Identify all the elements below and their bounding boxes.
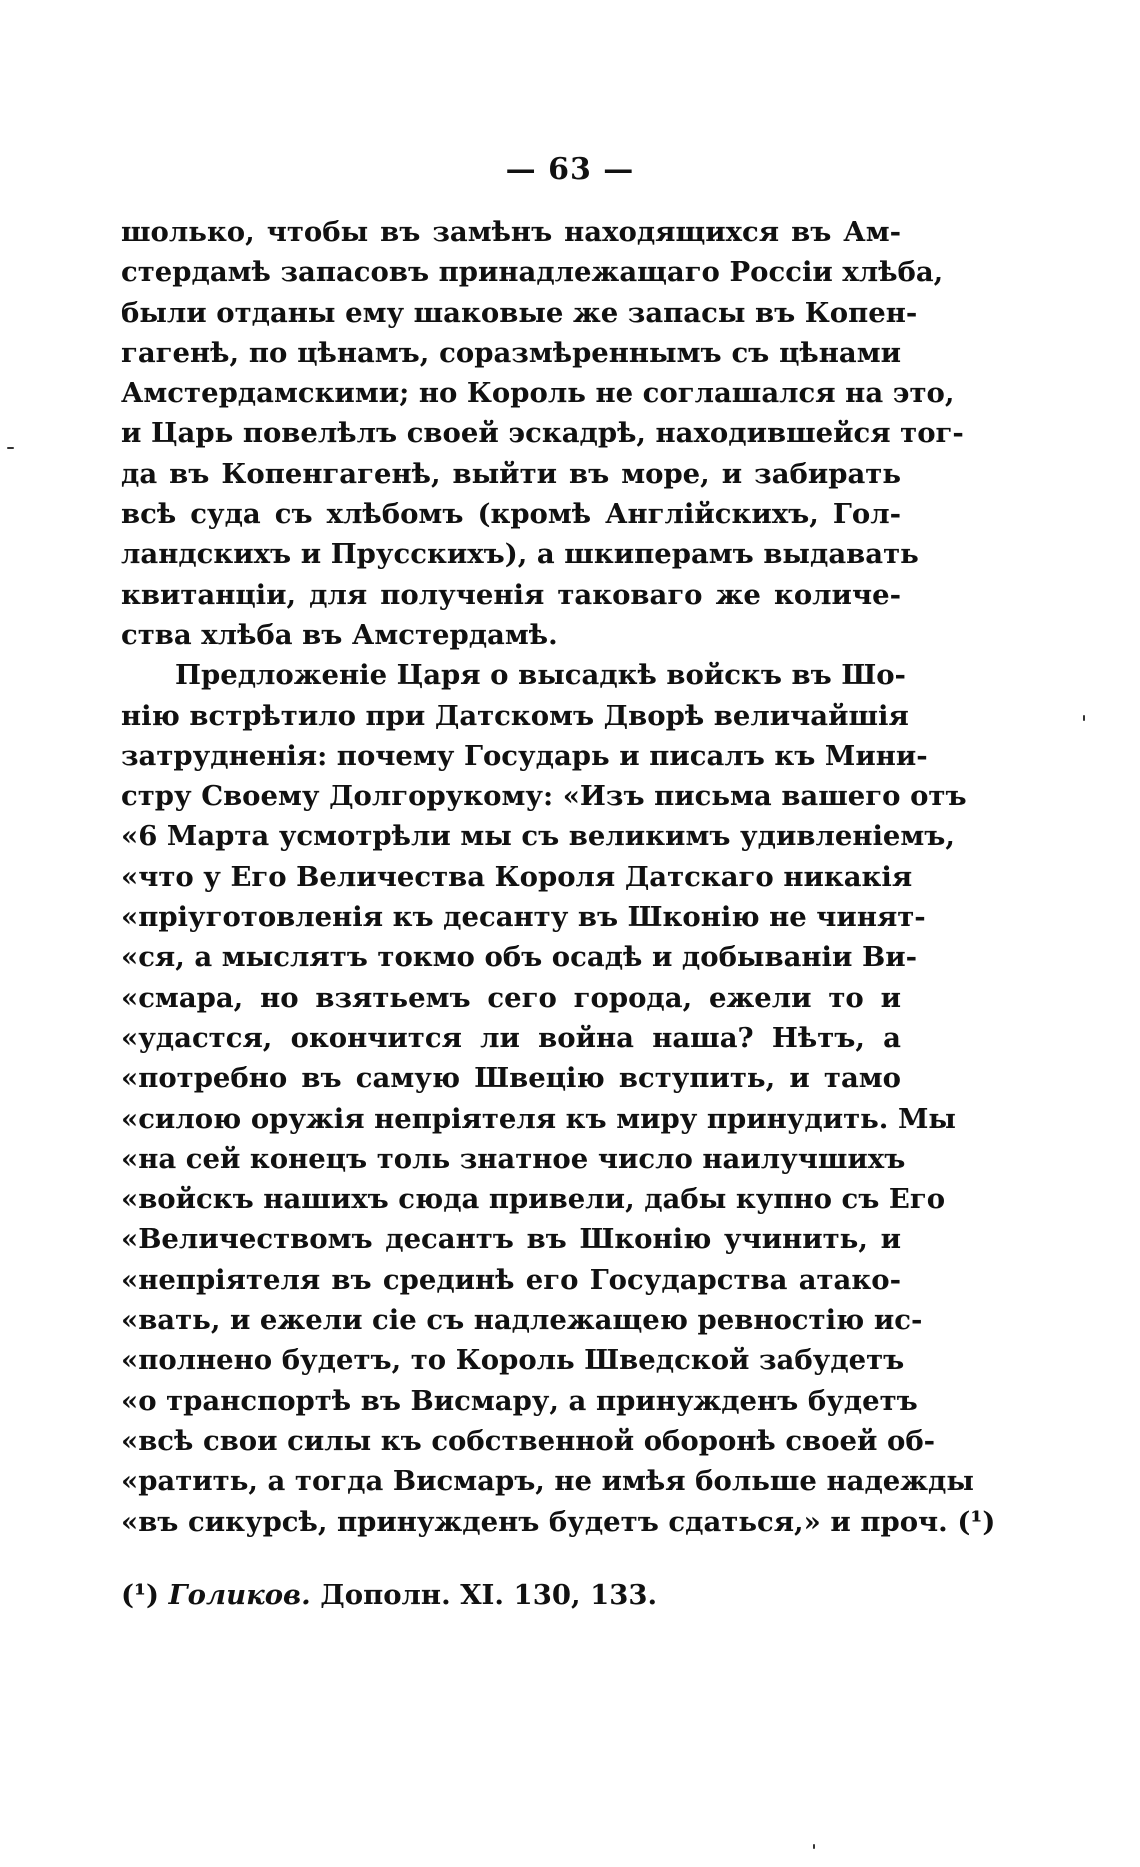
quote-line: «на сей конецъ толь знатное число наилучшихъ [121,1142,906,1175]
page-number: — 63 — [505,152,635,187]
quote-line: «смара, но взятьемъ сего города, ежели то и [121,981,901,1014]
text-line: и Царь повелѣлъ своей эскадрѣ, находившейся тог- [121,417,964,450]
text-line: ства хлѣба въ Амстердамѣ. [121,618,558,651]
quote-line: «силою оружія непріятеля къ миру принудить. Мы [121,1102,956,1135]
text-line: были отданы ему шаковые же запасы въ Копен- [121,296,918,329]
body-text [121,212,996,1542]
text-line: всѣ суда съ хлѣбомъ (кромѣ Англійскихъ, Гол- [121,498,901,531]
quote-line: «пріуготовленія къ десанту въ Шконію не чинят- [121,901,926,934]
quote-line: «что у Его Величества Короля Датскаго никакія [121,860,913,893]
quote-line: «ся, а мыслятъ токмо объ осадѣ и добываніи Ви- [121,941,918,974]
quote-line: «о транспортѣ въ Висмару, а принужденъ будетъ [121,1384,918,1417]
footnote-reference: Дополн. XI. 130, 133. [320,1579,658,1611]
text-line: да въ Копенгагенѣ, выйти въ море, и забирать [121,457,901,490]
footnote-author: Голиков. [168,1579,311,1611]
quote-line: «Величествомъ десантъ въ Шконію учинить, и [121,1223,901,1256]
text-line: ландскихъ и Прусскихъ), а шкиперамъ выдавать [121,538,919,571]
quote-line: «потребно въ самую Швецію вступить, и тамо [121,1062,901,1095]
text-line: нію встрѣтило при Датскомъ Дворѣ величайшія [121,699,909,732]
paragraph-first-line: Предложеніе Царя о высадкѣ войскъ въ Шо- [175,659,906,692]
quote-line: «удастся, окончится ли война наша? Нѣтъ, а [121,1021,901,1054]
text-line: гагенѣ, по цѣнамъ, соразмѣреннымъ съ цѣнами [121,336,901,369]
footnote [121,1575,901,1615]
quote-line: «войскъ нашихъ сюда привели, дабы купно съ Его [121,1183,946,1216]
scan-speck [813,1844,815,1849]
quote-line: «вать, и ежели сіе съ надлежащею ревностію ис- [121,1304,923,1337]
scan-speck [7,447,14,449]
quote-line: «ратить, а тогда Висмаръ, не имѣя больше надежды [121,1465,974,1498]
scan-speck [1083,715,1085,721]
quote-line: «полнено будетъ, то Король Шведской забудетъ [121,1344,905,1377]
quote-line: «6 Марта усмотрѣли мы съ великимъ удивленіемъ, [121,820,955,853]
text-line: шолько, чтобы въ замѣнъ находящихся въ Ам- [121,216,901,248]
text-line: Амстердамскими; но Король не соглашался на это, [121,377,955,410]
text-line: квитанціи, для полученія таковаго же количе- [121,578,901,611]
text-line: стердамѣ запасовъ принадлежащаго Россіи хлѣба, [121,256,944,289]
quote-line: «непріятеля въ срединѣ его Государства атако- [121,1263,901,1296]
text-line: затрудненія: почему Государь и писалъ къ Мини- [121,739,928,772]
quote-line: «всѣ свои силы къ собственной оборонѣ своей об- [121,1424,936,1457]
footnote-marker: (¹) [121,1579,160,1611]
text-line: стру Своему Долгорукому: «Изъ письма вашего отъ [121,780,967,813]
quote-line: «въ сикурсѣ, принужденъ будетъ сдаться,» и проч. (¹) [121,1505,996,1538]
